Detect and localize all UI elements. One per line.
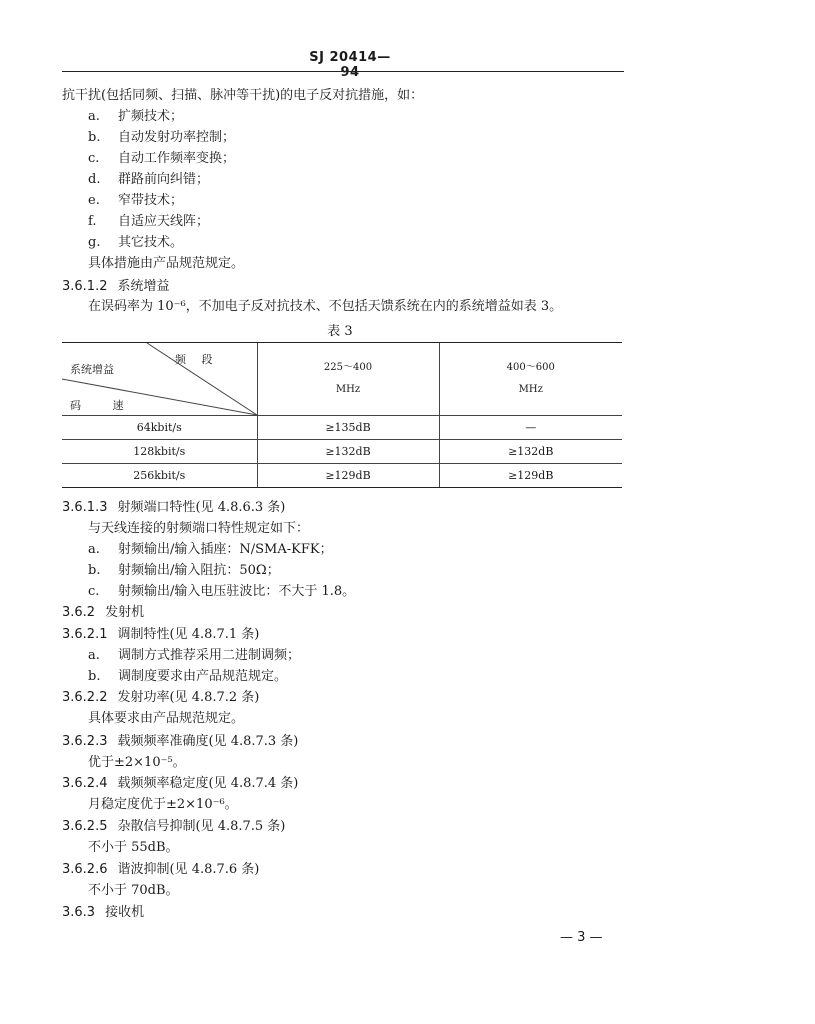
- body-text: 月稳定度优于±2×10⁻⁶。: [88, 797, 238, 812]
- gain-cell: —: [439, 416, 622, 440]
- rate-cell: 128kbit/s: [62, 440, 257, 464]
- body-text: 不小于 70dB。: [88, 883, 179, 898]
- table-row: [62, 416, 622, 440]
- section-heading: 3.6.2.6 谐波抑制(见 4.8.7.6 条): [62, 862, 260, 877]
- gain-cell: ≥135dB: [257, 416, 439, 440]
- section-heading: 3.6.1.2 系统增益: [62, 279, 170, 294]
- list-item: b. 射频输出/输入阻抗：50Ω；: [88, 563, 280, 578]
- corner-gain-label: 系统增益: [70, 363, 114, 376]
- section-heading: 3.6.3 接收机: [62, 905, 145, 920]
- list-item: g. 其它技术。: [88, 235, 184, 250]
- corner-band-label: 频 段: [175, 353, 219, 366]
- header-rule: [62, 71, 624, 72]
- system-gain-table: [62, 342, 622, 488]
- document-code: SJ 20414—94: [309, 50, 391, 80]
- table-corner-cell: [62, 343, 257, 416]
- section-heading: 3.6.2 发射机: [62, 605, 145, 620]
- body-text: 不小于 55dB。: [88, 840, 179, 855]
- intro-text: 抗干扰(包括同频、扫描、脉冲等干扰)的电子反对抗措施，如：: [62, 88, 424, 103]
- list-item: c. 自动工作频率变换；: [88, 151, 236, 166]
- table-row: [62, 464, 622, 488]
- section-heading: 3.6.2.1 调制特性(见 4.8.7.1 条): [62, 627, 260, 642]
- measures-text: 具体措施由产品规范规定。: [88, 256, 245, 271]
- page-number: — 3 —: [560, 930, 603, 945]
- gain-text: 在误码率为 10⁻⁶，不加电子反对抗技术、不包括天馈系统在内的系统增益如表 3。: [88, 299, 563, 314]
- corner-rate-label: 码 速: [70, 399, 138, 412]
- list-item: d. 群路前向纠错；: [88, 172, 210, 187]
- list-item: b. 自动发射功率控制；: [88, 130, 236, 145]
- rate-cell: 64kbit/s: [62, 416, 257, 440]
- section-heading: 3.6.1.3 射频端口特性(见 4.8.6.3 条): [62, 500, 286, 515]
- band-header: 400～600 MHz: [439, 343, 622, 416]
- band-header: 225～400 MHz: [257, 343, 439, 416]
- section-heading: 3.6.2.3 载频频率准确度(见 4.8.7.3 条): [62, 734, 299, 749]
- body-text: 具体要求由产品规范规定。: [88, 711, 245, 726]
- gain-cell: ≥129dB: [257, 464, 439, 488]
- rate-cell: 256kbit/s: [62, 464, 257, 488]
- list-item: a. 扩频技术；: [88, 109, 184, 124]
- list-item: f. 自适应天线阵；: [88, 214, 210, 229]
- list-item: b. 调制度要求由产品规范规定。: [88, 669, 288, 684]
- list-item: a. 射频输出/输入插座：N/SMA-KFK；: [88, 542, 333, 557]
- list-item: a. 调制方式推荐采用二进制调频；: [88, 648, 301, 663]
- table-row: [62, 440, 622, 464]
- gain-cell: ≥132dB: [257, 440, 439, 464]
- section-heading: 3.6.2.5 杂散信号抑制(见 4.8.7.5 条): [62, 819, 286, 834]
- list-item: e. 窄带技术；: [88, 193, 184, 208]
- table-caption: 表 3: [327, 324, 353, 339]
- list-item: c. 射频输出/输入电压驻波比：不大于 1.8。: [88, 584, 356, 599]
- body-text: 优于±2×10⁻⁵。: [88, 755, 186, 770]
- rf-text: 与天线连接的射频端口特性规定如下：: [88, 521, 310, 536]
- gain-cell: ≥129dB: [439, 464, 622, 488]
- gain-cell: ≥132dB: [439, 440, 622, 464]
- section-heading: 3.6.2.4 载频频率稳定度(见 4.8.7.4 条): [62, 776, 299, 791]
- section-heading: 3.6.2.2 发射功率(见 4.8.7.2 条): [62, 690, 260, 705]
